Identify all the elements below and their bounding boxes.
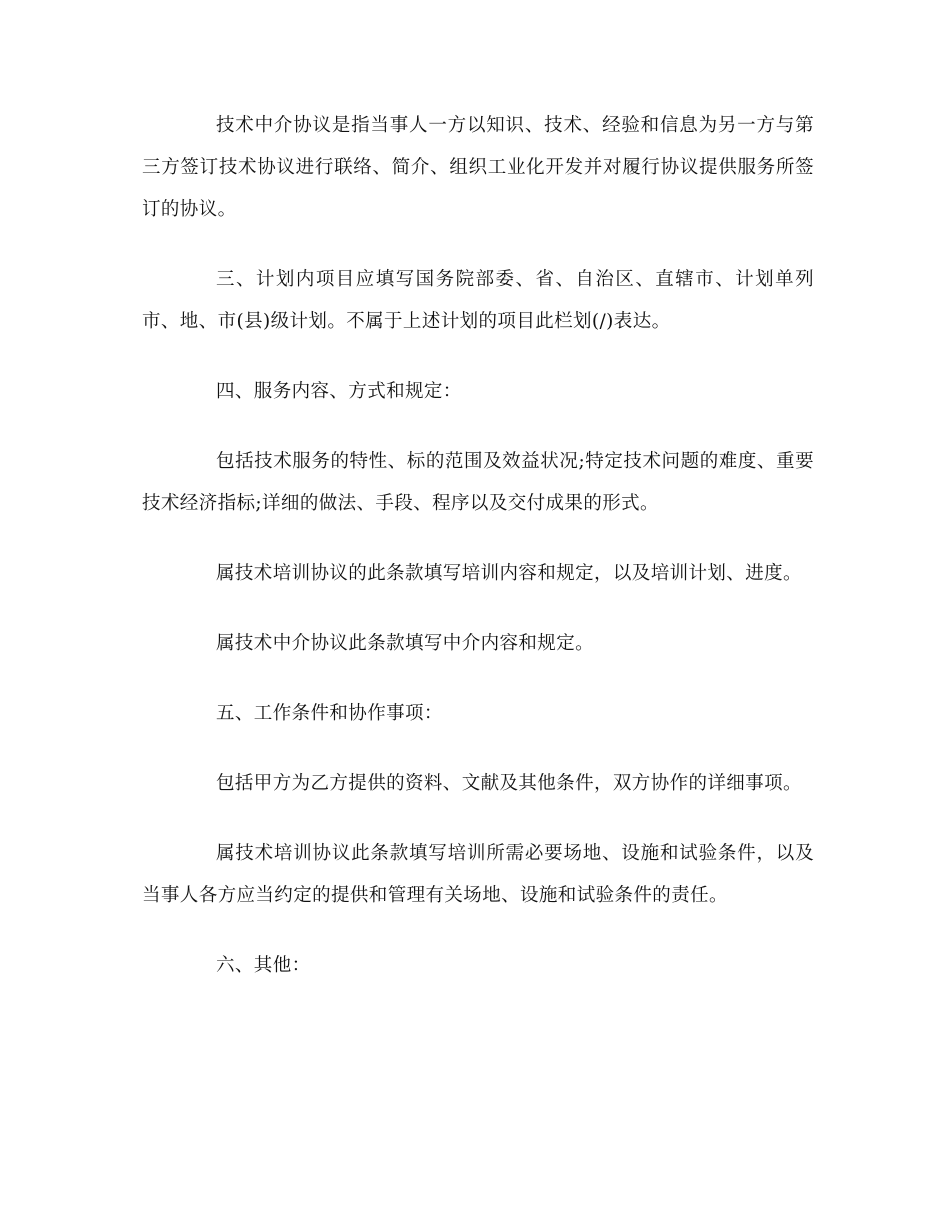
paragraph-intermediary-content: 属技术中介协议此条款填写中介内容和规定。 (216, 633, 595, 654)
paragraph-tech-intermediary-definition: 技术中介协议是指当事人一方以知识、技术、经验和信息为另一方与第三方签订技术协议进行联络、简介、组织工业化开发并对履行协议提供服务所签订的协议。 (142, 115, 814, 220)
document-body (142, 105, 814, 987)
heading-section-four: 四、服务内容、方式和规定： (216, 381, 462, 402)
paragraph-training-content: 属技术培训协议的此条款填写培训内容和规定，以及培训计划、进度。 (216, 563, 802, 584)
paragraph-training-conditions: 属技术培训协议此条款填写培训所需必要场地、设施和试验条件，以及当事人各方应当约定的提供和管理有关场地、设施和试验条件的责任。 (142, 843, 814, 906)
paragraph-materials-cooperation: 包括甲方为乙方提供的资料、文献及其他条件，双方协作的详细事项。 (216, 773, 802, 794)
paragraph-section-three-plan: 三、计划内项目应填写国务院部委、省、自治区、直辖市、计划单列市、地、市(县)级计划。不属于上述计划的项目此栏划(/)表达。 (142, 269, 814, 332)
paragraph-service-content: 包括技术服务的特性、标的范围及效益状况;特定技术问题的难度、重要技术经济指标;详细的做法、手段、程序以及交付成果的形式。 (142, 451, 814, 514)
heading-section-six: 六、其他： (216, 955, 311, 976)
heading-section-five: 五、工作条件和协作事项： (216, 703, 443, 724)
